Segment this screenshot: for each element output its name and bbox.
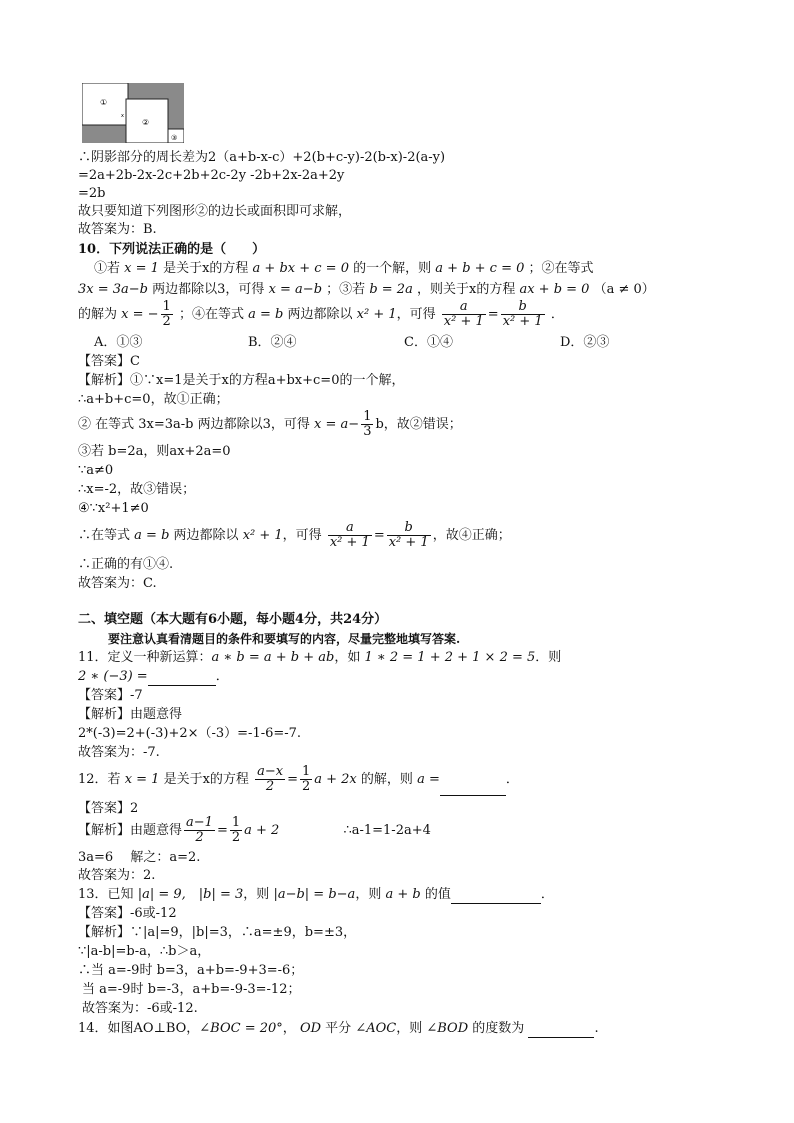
q10-explain-1: 【解析】①∵x=1是关于x的方程a+bx+c=0的一个解， (78, 373, 405, 388)
q14-question: 14．如图AO⊥BO，∠BOC = 20°， OD 平分 ∠AOC，则 ∠BOD 的度数为 . (78, 1021, 599, 1036)
q10-explain-7: ④∵x²+1≠0 (78, 501, 149, 516)
answer-blank (148, 685, 216, 686)
q10-explain-8: ∴在等式 a = b 两边都除以 x² + 1，可得 $\frac{a}{\text{x² + 1}}$ = $\frac{b}{\text{x² + 1}}$ ，故④正确； (78, 520, 511, 550)
answer-blank (440, 795, 506, 796)
q10-explain-2: ∴a+b+c=0，故①正确； (78, 392, 229, 407)
figure-label-1: ① (100, 98, 108, 107)
q10-explain-10: 故答案为：C. (78, 576, 157, 591)
q13-answer: 【答案】-6或-12 (78, 906, 177, 921)
q10-statement-3: 的解为 x = − $\frac{1}{2}$ ；④在等式 a = b 两边都除以 x² + 1，可得 $\frac{a}{\text{x² + 1}}$ = $\frac{b}{\text{x² + 1}}$ ． (78, 299, 564, 329)
q13-explain-3: ∴当 a=-9时 b=3，a+b=-9+3=-6； (78, 963, 304, 978)
q11-explain-3: 故答案为：-7. (78, 745, 160, 760)
shaded-region-top-right (128, 83, 184, 99)
figure-label-3: ③ (171, 134, 178, 142)
q9-line-3: =2b (78, 186, 106, 201)
q10-statement-1: ①若 x = 1 是关于x的方程 a + bx + c = 0 的一个解，则 a + b + c = 0 ；②在等式 (94, 261, 594, 276)
q9-line-2: =2a+2b-2x-2c+2b+2c-2y -2b+2x-2a+2y (78, 168, 345, 183)
q10-explain-9: ∴正确的有①④. (78, 557, 174, 572)
section-2-subheading: 要注意认真看清题目的条件和要填写的内容，尽量完整地填写答案. (108, 632, 461, 646)
q13-explain-1: 【解析】∵|a|=9，|b|=3，∴a=±9，b=±3， (78, 925, 357, 940)
q13-explain-5: 故答案为：-6或-12. (82, 1001, 198, 1016)
answer-blank (451, 903, 541, 904)
q10-explain-5: ∵a≠0 (78, 463, 114, 478)
q10-title: 10．下列说法正确的是（ ） (78, 242, 266, 257)
section-2-heading: 二、填空题（本大题有6小题，每小题4分，共24分） (78, 612, 388, 627)
q13-explain-4: 当 a=-9时 b=-3，a+b=-9-3=-12； (82, 982, 301, 997)
figure-label-x: x (121, 113, 124, 119)
q10-option-d: D．②③ (560, 335, 610, 350)
q10-explain-6: ∴x=-2，故③错误； (78, 482, 196, 497)
q12-explain-1: 【解析】由题意得 $\frac{a-1}{2}$ = $\frac{1}{2}$ a + 2 ∴a-1=1-2a+4 (78, 815, 431, 845)
q12-answer: 【答案】2 (78, 801, 139, 816)
q10-statement-2: 3x = 3a−b 两边都除以3，可得 x = a−b ；③若 b = 2a ，则关于x的方程 ax + b = 0 （a ≠ 0） (78, 282, 655, 297)
q11-question-line-1: 11．定义一种新运算：a ∗ b = a + b + ab，如 1 ∗ 2 = 1 + 2 + 1 × 2 = 5．则 (78, 650, 562, 665)
q9-answer: 故答案为：B. (78, 222, 157, 237)
q13-explain-2: ∵|a-b|=b-a，∴b＞a， (78, 944, 211, 959)
q12-explain-2: 3a=6 解之：a=2. (78, 850, 201, 865)
q10-option-b: B．②④ (248, 335, 297, 350)
q10-option-c: C．①④ (404, 335, 453, 350)
q11-answer: 【答案】-7 (78, 688, 143, 703)
q11-explain-1: 【解析】由题意得 (78, 707, 183, 722)
q12-explain-3: 故答案为：2. (78, 868, 156, 883)
shaded-region-bottom-left (82, 125, 126, 143)
figure-label-2: ② (142, 118, 150, 127)
answer-blank (528, 1037, 594, 1038)
q9-line-1: ∴阴影部分的周长差为2（a+b-x-c）+2(b+c-y)-2(b-x)-2(a-y) (78, 150, 446, 165)
q11-explain-2: 2*(-3)=2+(-3)+2×（-3）=-1-6=-7. (78, 726, 302, 741)
q9-line-4: 故只要知道下列图形②的边长或面积即可求解， (78, 204, 352, 219)
q10-option-a: A．①③ (94, 335, 143, 350)
q13-question: 13．已知 |a| = 9, |b| = 3，则 |a−b| = b−a，则 a + b 的值 ． (78, 887, 554, 902)
q12-question: 12．若 x = 1 是关于x的方程 $\frac{a-x}{2}$ = $\frac{1}{2}$ a + 2x 的解，则 a = ． (78, 764, 519, 794)
q10-answer: 【答案】C (78, 354, 140, 369)
q10-explain-4: ③若 b=2a，则ax+2a=0 (78, 444, 231, 459)
shaded-region-right (168, 99, 184, 129)
q11-question-line-2: 2 ∗ (−3) = ． (78, 669, 229, 684)
q10-explain-3: ② 在等式 3x=3a-b 两边都除以3，可得 x = a− $\frac{1}{3}$ b，故②错误； (78, 409, 462, 439)
geometry-figure (82, 83, 184, 143)
